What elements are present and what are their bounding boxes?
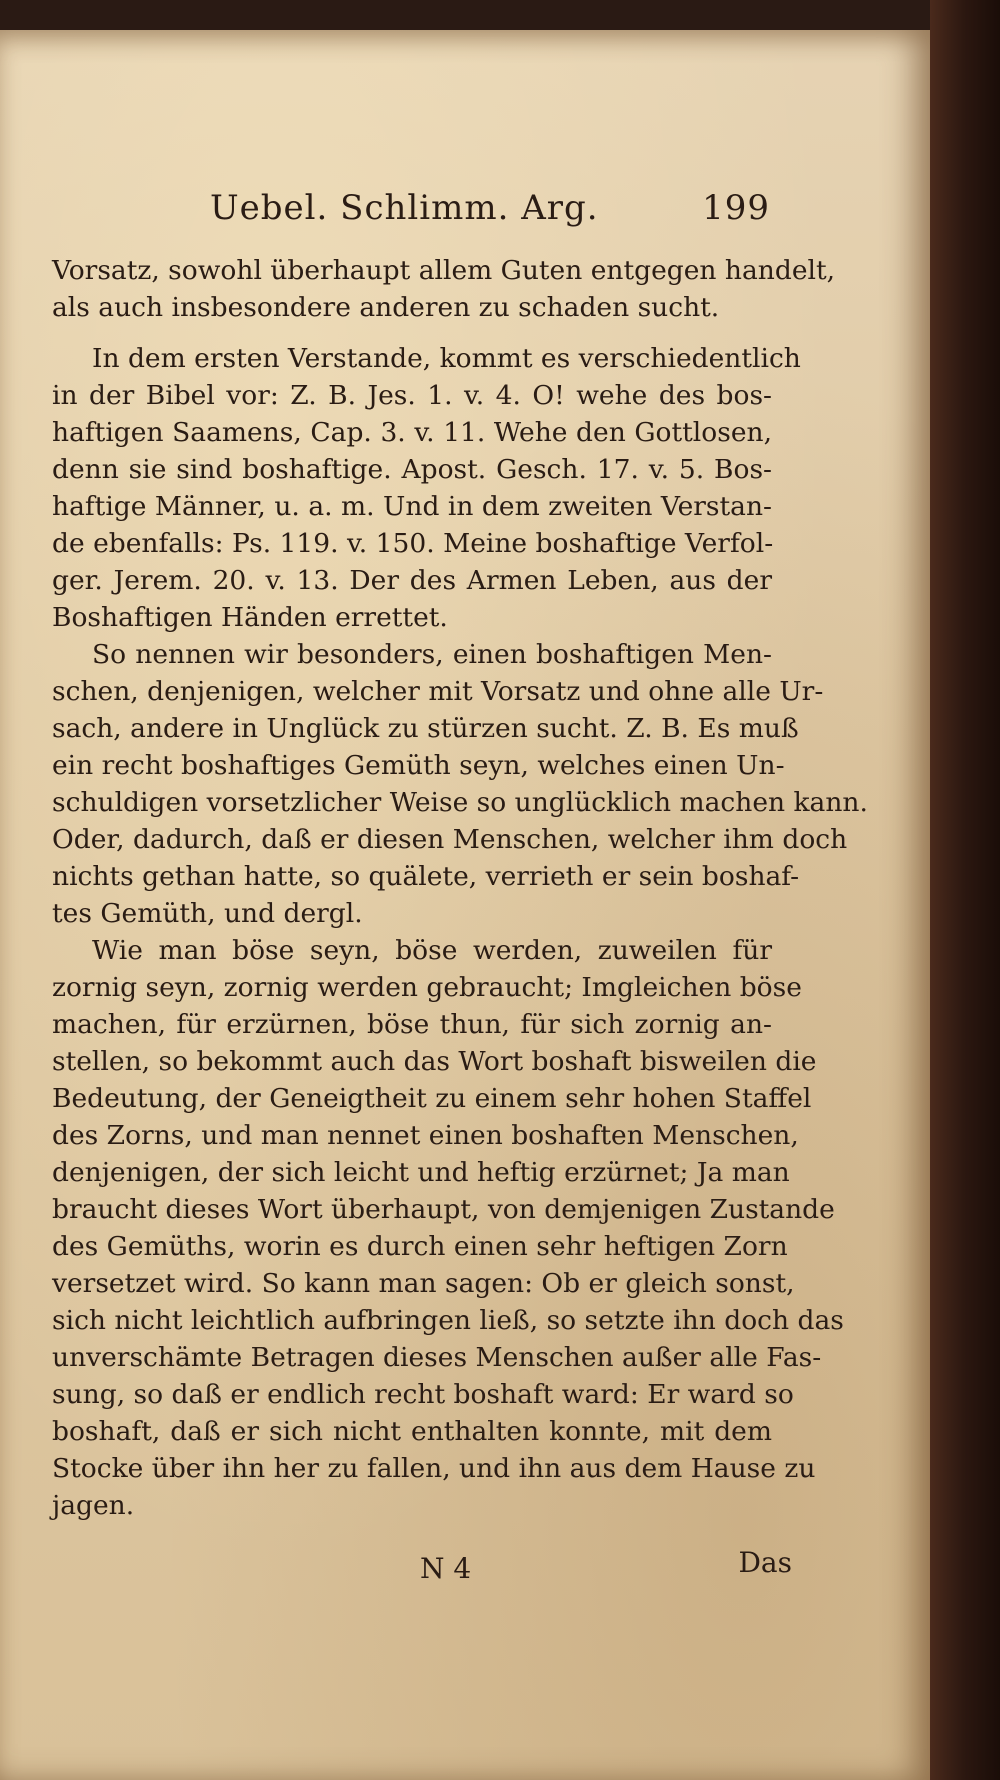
text-line: zornig seyn, zornig werden gebraucht; Imgleichen böse [52, 972, 802, 1003]
signature-mark: N 4 [420, 1552, 472, 1585]
text-line: schuldigen vorsetzlicher Weise so unglücklich machen kann. [52, 787, 868, 818]
text-line: boshaft, daß er sich nicht enthalten konnte, mit dem [52, 1416, 772, 1447]
text-line: de ebenfalls: Ps. 119. v. 150. Meine boshaftige Verfol- [52, 528, 774, 559]
text-line: Boshaftigen Händen errettet. [52, 602, 448, 633]
text-line: nichts gethan hatte, so quälete, verrieth er sein boshaf- [52, 861, 800, 892]
text-line: Stocke über ihn her zu fallen, und ihn aus dem Hause zu [52, 1453, 816, 1484]
text-line: versetzet wird. So kann man sagen: Ob er gleich sonst, [52, 1268, 795, 1299]
book-spine [930, 0, 1000, 1780]
catchword: Das [738, 1546, 792, 1579]
book-page [0, 30, 930, 1780]
text-line: unverschämte Betragen dieses Menschen außer alle Fas- [52, 1342, 822, 1373]
text-line: denjenigen, der sich leicht und heftig erzürnet; Ja man [52, 1157, 790, 1188]
text-line: ein recht boshaftiges Gemüth seyn, welches einen Un- [52, 750, 785, 781]
text-line: sung, so daß er endlich recht boshaft ward: Er ward so [52, 1379, 794, 1410]
paragraph-gap [52, 326, 772, 340]
text-line: haftige Männer, u. a. m. Und in dem zweiten Verstan- [52, 491, 772, 522]
text-line: des Gemüths, worin es durch einen sehr heftigen Zorn [52, 1231, 788, 1262]
text-line: Bedeutung, der Geneigtheit zu einem sehr hohen Staffel [52, 1083, 812, 1114]
text-line: braucht dieses Wort überhaupt, von demjenigen Zustande [52, 1194, 835, 1225]
text-line: haftigen Saamens, Cap. 3. v. 11. Wehe den Gottlosen, [52, 417, 772, 448]
text-line: Wie man böse seyn, böse werden, zuweilen für [92, 935, 772, 966]
text-line: machen, für erzürnen, böse thun, für sich zornig an- [52, 1009, 772, 1040]
text-line: stellen, so bekommt auch das Wort boshaft bisweilen die [52, 1046, 817, 1077]
text-line: als auch insbesondere anderen zu schaden sucht. [52, 292, 720, 323]
text-line: In dem ersten Verstande, kommt es verschiedentlich [92, 343, 801, 374]
text-line: schen, denjenigen, welcher mit Vorsatz und ohne alle Ur- [52, 676, 824, 707]
text-line: tes Gemüth, und dergl. [52, 898, 363, 929]
text-line: Oder, dadurch, daß er diesen Menschen, welcher ihm doch [52, 824, 848, 855]
text-line: Vorsatz, sowohl überhaupt allem Guten entgegen handelt, [52, 255, 836, 286]
text-line: sach, andere in Unglück zu stürzen sucht. Z. B. Es muß [52, 713, 799, 744]
body-text [52, 252, 868, 1524]
text-line: ger. Jerem. 20. v. 13. Der des Armen Leben, aus der [52, 565, 772, 596]
text-line: So nennen wir besonders, einen boshaftigen Men- [92, 639, 772, 670]
page-number: 199 [702, 188, 770, 228]
text-line: in der Bibel vor: Z. B. Jes. 1. v. 4. O! wehe des bos- [52, 380, 772, 411]
text-line: sich nicht leichtlich aufbringen ließ, so setzte ihn doch das [52, 1305, 844, 1336]
text-line: jagen. [52, 1490, 135, 1521]
text-line: denn sie sind boshaftige. Apost. Gesch. 17. v. 5. Bos- [52, 454, 772, 485]
text-line: des Zorns, und man nennet einen boshaften Menschen, [52, 1120, 799, 1151]
running-title: Uebel. Schlimm. Arg. [210, 188, 599, 228]
